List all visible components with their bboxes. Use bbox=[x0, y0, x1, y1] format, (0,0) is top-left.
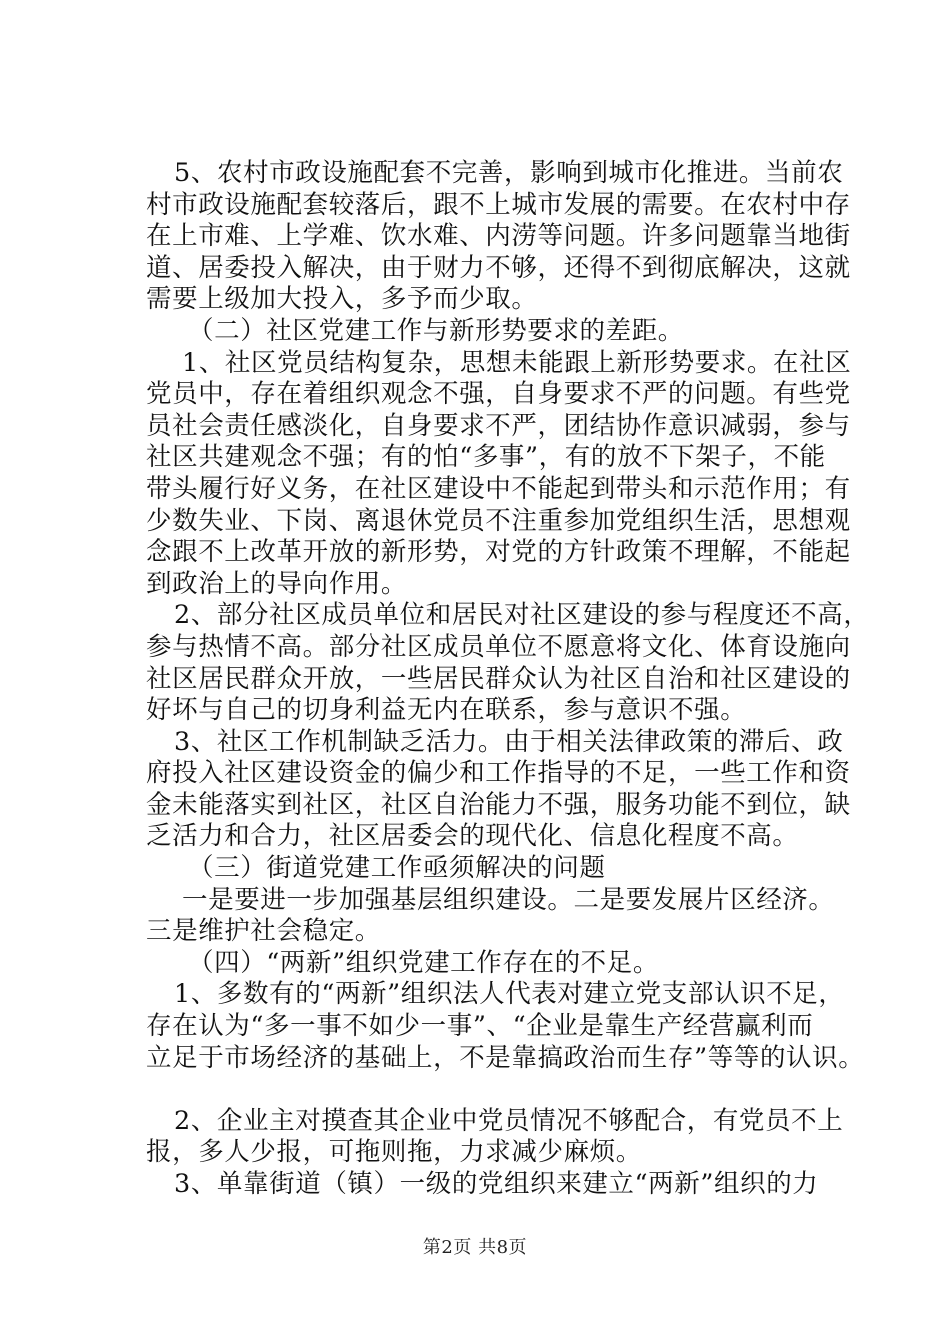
text-line: 一是要进一步加强基层组织建设。二是要发展片区经济。 bbox=[182, 884, 835, 915]
text-line: 党员中，存在着组织观念不强，自身要求不严的问题。有些党 bbox=[146, 379, 851, 410]
text-line: 乏活力和合力，社区居委会的现代化、信息化程度不高。 bbox=[146, 821, 799, 852]
text-line: 道、居委投入解决，由于财力不够，还得不到彻底解决，这就 bbox=[146, 252, 851, 283]
text-line: 2、部分社区成员单位和居民对社区建设的参与程度还不高， bbox=[174, 600, 870, 631]
text-line: （二）社区党建工作与新形势要求的差距。 bbox=[188, 315, 684, 346]
text-line: 3、社区工作机制缺乏活力。由于相关法律政策的滞后、政 bbox=[174, 726, 844, 757]
text-line: 念跟不上改革开放的新形势，对党的方针政策不理解，不能起 bbox=[146, 537, 851, 568]
text-line: 府投入社区建设资金的偏少和工作指导的不足，一些工作和资 bbox=[146, 758, 851, 789]
text-line: 2、企业主对摸查其企业中党员情况不够配合，有党员不上 bbox=[174, 1105, 844, 1136]
text-line: 金未能落实到社区，社区自治能力不强，服务功能不到位，缺 bbox=[146, 789, 851, 820]
text-line: 1、社区党员结构复杂，思想未能跟上新形势要求。在社区 bbox=[182, 347, 852, 378]
text-line: 带头履行好义务，在社区建设中不能起到带头和示范作用；有 bbox=[146, 473, 851, 504]
text-line: 5、农村市政设施配套不完善，影响到城市化推进。当前农 bbox=[174, 158, 844, 188]
text-line: 少数失业、下岗、离退休党员不注重参加党组织生活，思想观 bbox=[146, 505, 851, 536]
text-line: 参与热情不高。部分社区成员单位不愿意将文化、体育设施向 bbox=[146, 631, 851, 662]
text-line: 立足于市场经济的基础上，不是靠搞政治而生存”等等的认识。 bbox=[146, 1042, 865, 1073]
text-line: 存在认为“多一事不如少一事”、“企业是靠生产经营赢利而 bbox=[146, 1011, 814, 1042]
text-line: （四）“两新”组织党建工作存在的不足。 bbox=[188, 947, 659, 978]
text-line: （三）街道党建工作亟须解决的问题 bbox=[188, 853, 606, 884]
document-body bbox=[146, 158, 870, 1201]
text-line: 需要上级加大投入，多予而少取。 bbox=[146, 284, 538, 315]
blank-line bbox=[146, 1074, 836, 1106]
text-line: 员社会责任感淡化，自身要求不严，团结协作意识减弱，参与 bbox=[146, 410, 851, 441]
text-line: 1、多数有的“两新”组织法人代表对建立党支部认识不足， bbox=[174, 979, 845, 1010]
text-line: 报，多人少报，可拖则拖，力求减少麻烦。 bbox=[146, 1137, 642, 1168]
text-line: 3、单靠街道（镇）一级的党组织来建立“两新”组织的力 bbox=[174, 1169, 819, 1199]
text-line: 村市政设施配套较落后，跟不上城市发展的需要。在农村中存 bbox=[146, 189, 851, 220]
text-line: 社区共建观念不强；有的怕“多事”，有的放不下架子，不能 bbox=[146, 442, 826, 473]
text-line: 到政治上的导向作用。 bbox=[146, 568, 408, 599]
text-line: 在上市难、上学难、饮水难、内涝等问题。许多问题靠当地街 bbox=[146, 221, 851, 252]
text-line: 三是维护社会稳定。 bbox=[146, 916, 381, 947]
text-line: 好坏与自己的切身利益无内在联系，参与意识不强。 bbox=[146, 695, 747, 726]
text-line: 社区居民群众开放，一些居民群众认为社区自治和社区建设的 bbox=[146, 663, 851, 694]
page-footer: 第2页 共8页 bbox=[422, 1237, 528, 1258]
